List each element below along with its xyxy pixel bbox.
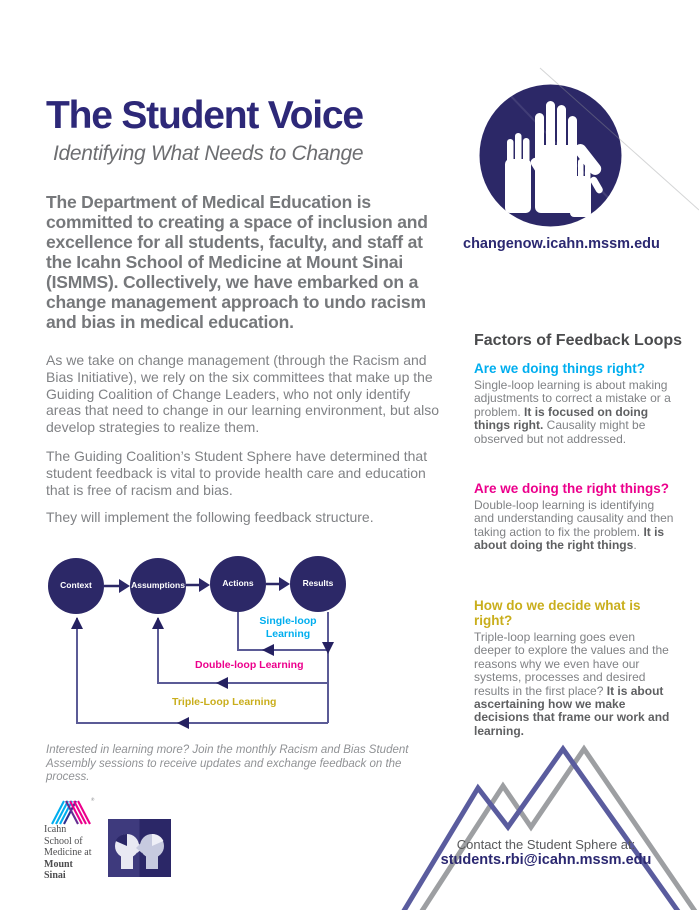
double-loop-body: Double-loop learning is identifying and understanding causality and then taking action to fix the problem. It is about doing the right things. (474, 498, 674, 553)
facing-profiles-logo (108, 819, 171, 877)
triple-loop-body: Triple-loop learning goes even deeper to explore the values and the reasons why we even have our systems, processes and desired results in the first place? It is about ascertaining how we make decisions that frame our work and learning. (474, 630, 670, 738)
double-loop-section (474, 481, 674, 553)
mount-sinai-logo-text: Icahn School of Medicine at Mount Sinai (44, 824, 92, 881)
triple-loop-heading: How do we decide what is right? (474, 598, 641, 628)
assembly-note: Interested in learning more? Join the monthly Racism and Bias Student Assembly sessions to receive updates and exchange feedback on the process. (46, 744, 409, 783)
body-paragraph: As we take on change management (through the Racism and Bias Initiative), we rely on the six committees that make up the Guiding Coalition of Change Leaders, who not only identify areas that need to change in our learning environment, but also develop strategies to realize them. (46, 352, 440, 436)
single-loop-label: Single-loop Learning (259, 615, 317, 640)
double-loop-heading: Are we doing the right things? (474, 481, 669, 496)
contact-email-link[interactable]: students.rbi@icahn.mssm.edu (440, 852, 652, 868)
diagram-node-results: Results (302, 578, 334, 588)
single-loop-heading: Are we doing things right? (474, 361, 645, 376)
mount-sinai-logo (50, 796, 96, 826)
diagram-node-context: Context (60, 580, 92, 590)
raised-hands-icon (478, 83, 623, 228)
double-loop-label: Double-loop Learning (195, 659, 304, 671)
body-paragraph: The Guiding Coalition’s Student Sphere have determined that student feedback is vital to provide health care and education that is free of racism and bias. (46, 448, 428, 498)
single-loop-section (474, 361, 674, 446)
contact-label: Contact the Student Sphere at: (456, 837, 636, 852)
factors-section-title: Factors of Feedback Loops (474, 332, 683, 349)
body-paragraph: They will implement the following feedback structure. (46, 509, 374, 525)
page-title: The Student Voice (46, 94, 363, 137)
feedback-loop-diagram (40, 546, 360, 731)
lead-paragraph: The Department of Medical Education is committed to creating a space of inclusion and excellence for all students, faculty, and staff at the Icahn School of Medicine at Mount Sinai (ISMMS). Collectively, we have embarked on a change management approach to undo racism and bias in medical education. (46, 192, 428, 332)
triple-loop-section (474, 598, 674, 738)
svg-text:®: ® (91, 797, 95, 802)
changenow-url-link[interactable]: changenow.icahn.mssm.edu (463, 236, 660, 252)
page-subtitle: Identifying What Needs to Change (53, 142, 364, 165)
diagram-node-actions: Actions (222, 578, 254, 588)
mountain-outlines-graphic (395, 742, 699, 910)
single-loop-body: Single-loop learning is about making adjustments to correct a mistake or a problem. It is focused on doing things right. Causality might be observed but not addressed. (474, 378, 671, 446)
triple-loop-label: Triple-Loop Learning (172, 696, 277, 708)
diagram-node-assumptions: Assumptions (131, 580, 185, 590)
